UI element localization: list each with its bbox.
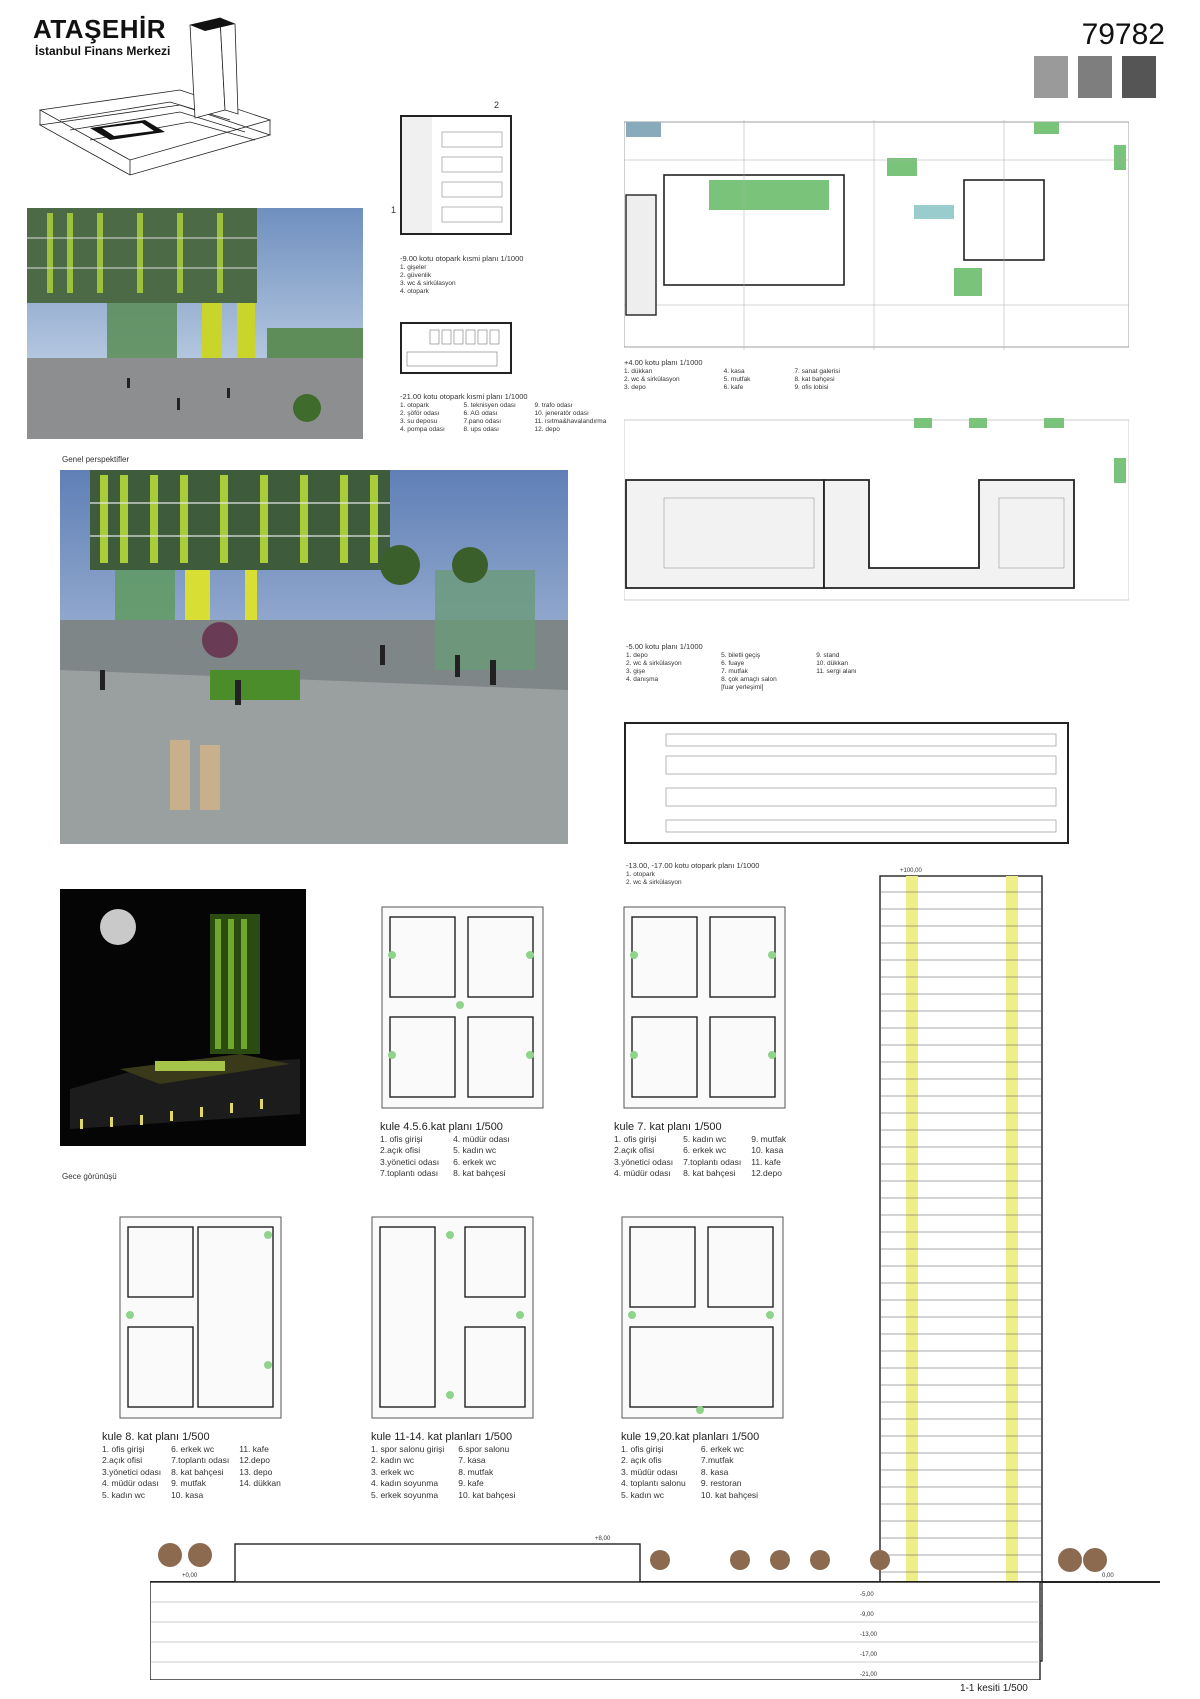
legend-item: 3.yönetici odası <box>614 1156 674 1167</box>
kule456-title: kule 4.5.6.kat planı 1/500 <box>380 1121 503 1133</box>
perspective-day-large <box>60 470 568 844</box>
legend-item: 7.pano odası <box>463 418 502 425</box>
plan-minus13-title: -13.00, -17.00 kotu otopark planı 1/1000 <box>626 861 760 870</box>
legend-item: 8. kat bahçesi <box>453 1168 506 1178</box>
kule1920-title: kule 19,20.kat planları 1/500 <box>621 1431 760 1443</box>
legend-item: 4. kadın soyunma <box>371 1478 439 1488</box>
legend-item: 1. otopark <box>626 871 655 878</box>
legend-item: 4. kasa <box>723 368 745 375</box>
legend-item: 1. dükkan <box>624 368 653 375</box>
project-title: ATAŞEHİR <box>33 14 167 44</box>
legend-item: 5. kadın wc <box>453 1145 497 1155</box>
level-zero: +0,00 <box>182 1573 198 1579</box>
legend-item: 9. trafo odası <box>534 402 573 409</box>
legend-item: 6. erkek wc <box>453 1156 497 1167</box>
plan-minus13-legend <box>626 862 759 887</box>
legend-item: 3.yönetici odası <box>102 1466 162 1477</box>
kule1114-title: kule 11-14. kat planları 1/500 <box>371 1431 513 1443</box>
night-view <box>60 889 306 1146</box>
legend-item: 1. spor salonu girişi <box>371 1443 445 1454</box>
legend-item: 5. biletli geçiş <box>721 652 761 659</box>
perspective-day-small <box>27 208 363 439</box>
legend-item: 4. müdür odası <box>102 1478 159 1488</box>
level-minus9: -9,00 <box>860 1612 874 1618</box>
legend-item: 9. mutfak <box>751 1133 787 1144</box>
plan-minus21-drawing <box>400 322 512 374</box>
level-minus17: -17,00 <box>860 1652 878 1658</box>
legend-item: 2.açık ofisi <box>380 1145 421 1155</box>
legend-item: 10. kasa <box>171 1489 204 1500</box>
section-title: 1-1 kesiti 1/500 <box>960 1683 1028 1694</box>
kule8-legend <box>102 1432 281 1501</box>
kule1114-plan-drawing <box>370 1215 535 1420</box>
legend-item: 11. ısıtma&havalandırma <box>534 418 607 425</box>
legend-item: 13. depo <box>239 1466 273 1477</box>
level-minus21: -21,00 <box>860 1672 878 1678</box>
legend-item: 6. kafe <box>723 384 744 391</box>
legend-item: 7. kasa <box>458 1455 486 1465</box>
plan-minus21-legend <box>400 393 615 434</box>
legend-item: 7.toplantı odası <box>380 1168 439 1178</box>
legend-item: 9. stand <box>816 652 840 659</box>
legend-item: 2.açık ofisi <box>102 1455 143 1465</box>
legend-item: 10. dükkan <box>816 660 848 667</box>
legend-item: 11. kafe <box>239 1443 269 1454</box>
plan-minus5-drawing <box>624 418 1129 603</box>
project-subtitle: İstanbul Finans Merkezi <box>35 44 171 58</box>
legend-item: 8. mutfak <box>458 1466 494 1477</box>
legend-item: 3. wc & sirkülasyon <box>400 280 456 287</box>
legend-item: 6. fuaye <box>721 660 745 667</box>
plan-plus4-title: +4.00 kotu planı 1/1000 <box>624 358 703 367</box>
legend-item: 3.yönetici odası <box>380 1156 440 1167</box>
plan-plus4-drawing <box>624 120 1129 350</box>
kule8-title: kule 8. kat planı 1/500 <box>102 1431 210 1443</box>
legend-item: 8. çok amaçlı salon <box>721 676 777 683</box>
legend-item: 6. erkek wc <box>171 1443 215 1454</box>
legend-item: 2. wc & sirkülasyon <box>626 879 682 886</box>
plan-minus5-legend <box>626 643 886 692</box>
legend-item: 10. kat bahçesi <box>700 1489 759 1500</box>
legend-item: 5. teknisyen odası <box>463 402 516 409</box>
legend-item: 1. ofis girişi <box>102 1443 145 1454</box>
legend-item: 9. kafe <box>458 1478 484 1488</box>
level-zero-right: 0,00 <box>1102 1573 1114 1579</box>
legend-item: 2. wc & sirkülasyon <box>626 660 682 667</box>
legend-item: 6. AG odası <box>463 410 498 417</box>
legend-item: 11. kafe <box>751 1156 781 1167</box>
legend-item: 1. ofis girişi <box>621 1443 664 1454</box>
podium-section-drawing <box>150 1530 1160 1680</box>
legend-item: 11. sergi alanı <box>816 668 857 675</box>
legend-item: 10. kasa <box>751 1145 784 1155</box>
kule456-plan-drawing <box>380 905 545 1110</box>
level-plus8: +8,00 <box>595 1536 611 1542</box>
legend-item: 6. erkek wc <box>683 1145 727 1155</box>
legend-item: 2. şöför odası <box>400 410 440 417</box>
legend-item: 7.toplantı odası <box>683 1156 742 1167</box>
legend-item: 10. jeneratör odası <box>534 410 589 417</box>
legend-item: 1. depo <box>626 652 648 659</box>
plan-minus21-title: -21.00 kotu otopark kısmi planı 1/1000 <box>400 392 528 401</box>
plan-minus9-legend <box>400 255 523 296</box>
legend-item: 4. müdür odası <box>614 1168 671 1178</box>
kule7-title: kule 7. kat planı 1/500 <box>614 1121 722 1133</box>
legend-item: 7. mutfak <box>721 668 748 675</box>
site-axonometric <box>30 10 280 185</box>
legend-item: 14. dükkan <box>239 1478 281 1488</box>
legend-item: 4. müdür odası <box>453 1133 510 1144</box>
plan-plus4-legend <box>624 359 874 392</box>
legend-item: 12. depo <box>534 426 560 433</box>
axis-mark-2: 2 <box>494 100 500 110</box>
legend-item: 5. kadın wc <box>621 1489 664 1500</box>
legend-item: 5. mutfak <box>723 376 751 383</box>
legend-item: 2. kadın wc <box>371 1455 414 1465</box>
project-number: 79782 <box>1081 18 1165 51</box>
plan-minus5-title: -5.00 kotu planı 1/1000 <box>626 642 703 651</box>
legend-item: 4. toplantı salonu <box>621 1478 686 1488</box>
legend-item: 9. ofis lobisi <box>794 384 829 391</box>
legend-item: 2. açık ofis <box>621 1455 662 1465</box>
legend-item: 7.mutfak <box>700 1455 734 1465</box>
legend-item: 3. müdür odası <box>621 1466 678 1477</box>
plan-minus9-title: -9.00 kotu otopark kısmi planı 1/1000 <box>400 254 524 263</box>
plan-minus9-drawing <box>400 115 512 235</box>
legend-item: 1. ofis girişi <box>380 1133 423 1144</box>
legend-item: 2. güvenlik <box>400 272 432 279</box>
legend-item: 6.spor salonu <box>458 1443 510 1454</box>
legend-item: 6. erkek wc <box>700 1443 744 1454</box>
legend-item: 4. pompa odası <box>400 426 445 433</box>
level-minus13: -13,00 <box>860 1632 878 1638</box>
kule7-plan-drawing <box>622 905 787 1110</box>
legend-item: 4. otopark <box>400 288 429 295</box>
legend-item: 12.depo <box>751 1168 782 1178</box>
legend-item: 5. kadın wc <box>102 1489 145 1500</box>
legend-item: 8. kat bahçesi <box>171 1466 224 1477</box>
legend-item: 1. otopark <box>400 402 429 409</box>
legend-item: 1. gişeler <box>400 264 427 271</box>
level-top: +100,00 <box>900 868 922 874</box>
legend-item: 8. kat bahçesi <box>683 1168 736 1178</box>
kule1114-legend <box>371 1432 515 1501</box>
legend-item: 10. kat bahçesi <box>458 1489 516 1500</box>
legend-item: 8. kasa <box>700 1466 729 1477</box>
legend-item: 7. sanat galerisi <box>794 368 840 375</box>
legend-item: 3. depo <box>624 384 646 391</box>
legend-item: [fuar yerleşimi] <box>721 684 764 691</box>
kule1920-legend <box>621 1432 759 1501</box>
swatch-mid <box>1078 56 1112 98</box>
legend-item: 4. danışma <box>626 676 659 683</box>
legend-item: 9. restoran <box>700 1478 742 1488</box>
legend-item: 5. kadın wc <box>683 1133 727 1144</box>
legend-item: 9. mutfak <box>171 1478 207 1488</box>
kule456-legend <box>380 1122 510 1180</box>
night-caption: Gece görünüşü <box>62 1172 117 1181</box>
axis-mark-1: 1 <box>391 205 397 215</box>
legend-item: 1. ofis girişi <box>614 1133 657 1144</box>
legend-item: 8. kat bahçesi <box>794 376 835 383</box>
swatch-dark <box>1122 56 1156 98</box>
legend-item: 8. ups odası <box>463 426 499 433</box>
legend-item: 5. erkek soyunma <box>371 1489 439 1500</box>
plan-minus13-drawing <box>624 722 1069 844</box>
legend-item: 2.açık ofisi <box>614 1145 655 1155</box>
legend-item: 12.depo <box>239 1455 270 1465</box>
level-minus5: -5,00 <box>860 1592 874 1598</box>
legend-item: 3. gişe <box>626 668 646 675</box>
perspectives-caption: Genel perspektifler <box>62 455 130 464</box>
legend-item: 3. erkek wc <box>371 1466 414 1477</box>
kule8-plan-drawing <box>118 1215 283 1420</box>
kule1920-plan-drawing <box>620 1215 785 1420</box>
legend-item: 3. su deposu <box>400 418 438 425</box>
swatch-light <box>1034 56 1068 98</box>
legend-item: 2. wc & sirkülasyon <box>624 376 680 383</box>
legend-item: 7.toplantı odası <box>171 1455 230 1465</box>
kule7-legend <box>614 1122 786 1180</box>
